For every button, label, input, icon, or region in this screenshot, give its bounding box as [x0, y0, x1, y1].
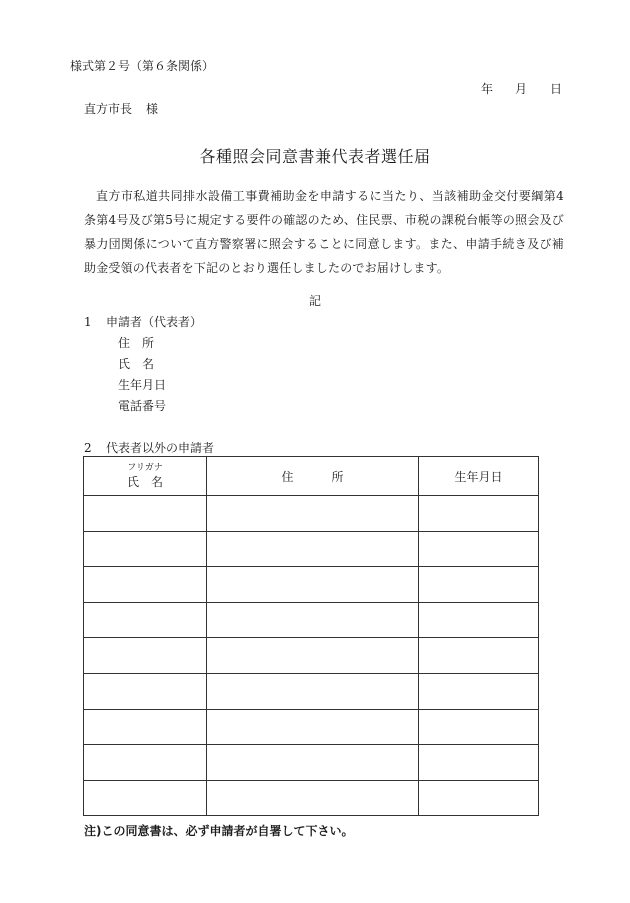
date-day-label: 日 — [550, 82, 563, 96]
table-row — [84, 638, 539, 674]
address-cell[interactable] — [207, 496, 419, 532]
table-row — [84, 602, 539, 638]
addressee-name: 直方市長 — [84, 102, 133, 116]
consent-statement: 直方市私道共同排水設備工事費補助金を申請するに当たり、当該補助金交付要綱第4条第4号及び第5号に規定する要件の確認のため、住民票、市税の課税台帳等の照会及び暴力団関係について直方警察署に照会することに同意します。また、申請手続き及び補助金受領の代表者を下記のとおり選任しましたのでお届けします。 — [84, 189, 564, 275]
applicant-rows — [84, 496, 539, 816]
name-cell[interactable] — [84, 673, 207, 709]
name-cell[interactable] — [84, 567, 207, 603]
addressee-honorific: 様 — [146, 102, 159, 116]
ki-marker: 記 — [308, 294, 321, 308]
name-cell[interactable] — [84, 496, 207, 532]
date-year-label: 年 — [481, 82, 494, 96]
section2-number: 2 — [84, 441, 92, 455]
field-dob-label: 生年月日 — [118, 378, 167, 392]
section1-heading — [84, 313, 202, 330]
dob-cell[interactable] — [419, 567, 539, 603]
name-cell[interactable] — [84, 531, 207, 567]
dob-label: 生年月日 — [454, 469, 503, 484]
name-label: 氏 名 — [126, 475, 163, 489]
table-row — [84, 673, 539, 709]
document-title: 各種照会同意書兼代表者選任届 — [199, 147, 431, 166]
table-row — [84, 567, 539, 603]
name-cell[interactable] — [84, 745, 207, 781]
signature-note: 注)この同意書は、必ず申請者が自署して下さい。 — [84, 824, 354, 838]
table-row — [84, 709, 539, 745]
section1-title: 申請者（代表者） — [106, 315, 203, 329]
furigana-label: フリガナ — [127, 463, 163, 473]
dob-cell[interactable] — [419, 638, 539, 674]
table-row — [84, 745, 539, 781]
field-name-label: 氏 名 — [118, 357, 155, 371]
section2-heading — [84, 439, 214, 456]
table-row — [84, 531, 539, 567]
address-cell[interactable] — [207, 709, 419, 745]
date-month-label: 月 — [515, 82, 528, 96]
table-row — [84, 780, 539, 816]
dob-cell[interactable] — [419, 745, 539, 781]
address-cell[interactable] — [207, 780, 419, 816]
addressee — [84, 100, 158, 117]
header-address — [207, 457, 419, 496]
field-address-label: 住 所 — [118, 336, 155, 350]
field-phone-label: 電話番号 — [118, 399, 167, 413]
dob-cell[interactable] — [419, 602, 539, 638]
address-cell[interactable] — [207, 602, 419, 638]
dob-cell[interactable] — [419, 709, 539, 745]
name-cell[interactable] — [84, 638, 207, 674]
name-cell[interactable] — [84, 709, 207, 745]
dob-cell[interactable] — [419, 780, 539, 816]
address-cell[interactable] — [207, 638, 419, 674]
applicants-table — [83, 456, 539, 816]
dob-cell[interactable] — [419, 531, 539, 567]
address-cell[interactable] — [207, 673, 419, 709]
form-number: 様式第２号（第６条関係） — [70, 59, 215, 73]
dob-cell[interactable] — [419, 496, 539, 532]
address-cell[interactable] — [207, 531, 419, 567]
name-cell[interactable] — [84, 780, 207, 816]
table-row — [84, 496, 539, 532]
table-header-row — [84, 457, 539, 496]
header-dob — [419, 457, 539, 496]
address-cell[interactable] — [207, 567, 419, 603]
name-cell[interactable] — [84, 602, 207, 638]
header-name — [84, 457, 207, 496]
address-label: 住所 — [281, 469, 382, 484]
dob-cell[interactable] — [419, 673, 539, 709]
address-cell[interactable] — [207, 745, 419, 781]
section2-title: 代表者以外の申請者 — [106, 441, 215, 455]
section1-number: 1 — [84, 315, 92, 329]
